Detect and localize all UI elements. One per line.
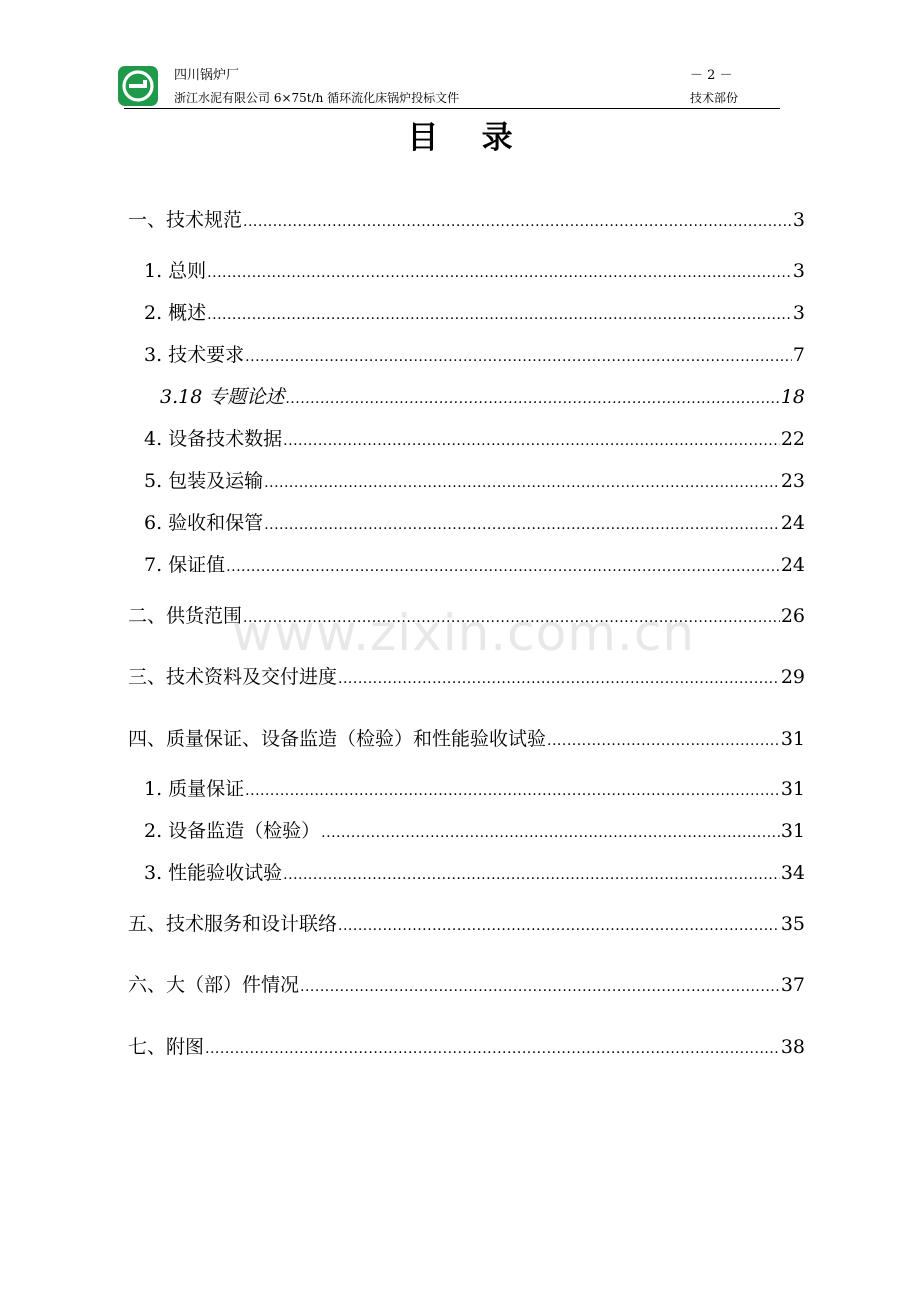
toc-entry-label: 3.18 专题论述 [160, 386, 285, 408]
toc-leader [338, 913, 780, 939]
toc-entry-page: 31 [780, 728, 805, 750]
toc-entry-page: 24 [780, 512, 805, 534]
toc-leader [264, 470, 780, 496]
toc-entry-page: 3 [792, 302, 805, 324]
toc-entry[interactable] [144, 552, 805, 580]
toc-entry-label: 五、技术服务和设计联络 [128, 913, 338, 935]
header-project: 浙江水泥有限公司 6×75t/h 循环流化床锅炉投标文件 [174, 91, 460, 105]
watermark: www.zixin.com.cn [232, 604, 696, 662]
toc-entry[interactable] [160, 384, 805, 412]
toc-entry-page: 3 [792, 209, 805, 231]
toc-leader [243, 209, 792, 235]
toc-entry-label: 1. 质量保证 [144, 778, 245, 800]
toc-leader [226, 554, 780, 580]
toc-entry[interactable] [128, 911, 805, 939]
toc-entry-label: 4. 设备技术数据 [144, 428, 283, 450]
toc-entry-page: 26 [780, 605, 805, 627]
toc-entry-page: 22 [780, 428, 805, 450]
toc-leader [547, 728, 780, 754]
toc-entry-page: 35 [780, 913, 805, 935]
toc-entry-label: 3. 技术要求 [144, 344, 245, 366]
toc-entry-label: 七、附图 [128, 1036, 205, 1058]
toc-entry[interactable] [128, 603, 805, 631]
toc-entry-label: 二、供货范围 [128, 605, 243, 627]
document-title: 目 录 [407, 120, 513, 156]
toc-entry[interactable] [144, 258, 805, 286]
toc-entry[interactable] [128, 207, 805, 235]
toc-leader [207, 260, 792, 286]
toc-entry-page: 23 [780, 470, 805, 492]
toc-entry-page: 38 [780, 1036, 805, 1058]
toc-entry-label: 六、大（部）件情况 [128, 974, 300, 996]
toc-entry[interactable] [144, 426, 805, 454]
toc-leader [245, 344, 792, 370]
toc-leader [207, 302, 792, 328]
toc-entry-label: 四、质量保证、设备监造（检验）和性能验收试验 [128, 728, 547, 750]
toc-entry[interactable] [144, 468, 805, 496]
toc-entry-page: 29 [780, 666, 805, 688]
header-section: 技术部份 [690, 91, 739, 105]
toc-leader [300, 974, 780, 1000]
toc-leader [283, 862, 780, 888]
toc-entry-label: 5. 包装及运输 [144, 470, 264, 492]
toc-entry-label: 7. 保证值 [144, 554, 226, 576]
toc-entry[interactable] [144, 300, 805, 328]
toc-entry-label: 2. 设备监造（检验） [144, 820, 321, 842]
toc-entry-page: 24 [780, 554, 805, 576]
toc-leader [264, 512, 780, 538]
toc-entry-page: 18 [780, 386, 805, 408]
toc-entry[interactable] [128, 664, 805, 692]
toc-entry-label: 三、技术资料及交付进度 [128, 666, 338, 688]
toc-entry-page: 31 [780, 820, 805, 842]
toc-entry-page: 31 [780, 778, 805, 800]
toc-leader [321, 820, 780, 846]
header-divider [124, 108, 780, 109]
header-company: 四川锅炉厂 [174, 68, 240, 83]
toc-entry[interactable] [144, 510, 805, 538]
toc-entry[interactable] [128, 726, 805, 754]
toc-entry-label: 3. 性能验收试验 [144, 862, 283, 884]
toc-entry[interactable] [128, 972, 805, 1000]
toc-entry-label: 2. 概述 [144, 302, 207, 324]
toc-entry-page: 34 [780, 862, 805, 884]
toc-entry-label: 1. 总则 [144, 260, 207, 282]
toc-entry-page: 7 [792, 344, 805, 366]
toc-entry[interactable] [144, 776, 805, 804]
toc-leader [243, 605, 780, 631]
toc-entry[interactable] [128, 1034, 805, 1062]
toc-leader [283, 428, 780, 454]
header-page-marker: － 2 － [690, 68, 733, 83]
toc-leader [245, 778, 780, 804]
company-logo-icon [118, 66, 158, 106]
toc-leader [285, 386, 779, 412]
toc-entry-label: 6. 验收和保管 [144, 512, 264, 534]
toc-leader [338, 666, 780, 692]
toc-leader [205, 1036, 780, 1062]
toc-entry[interactable] [144, 818, 805, 846]
toc-entry[interactable] [144, 860, 805, 888]
toc-entry-page: 37 [780, 974, 805, 996]
toc-entry-label: 一、技术规范 [128, 209, 243, 231]
toc-entry-page: 3 [792, 260, 805, 282]
toc-entry[interactable] [144, 342, 805, 370]
